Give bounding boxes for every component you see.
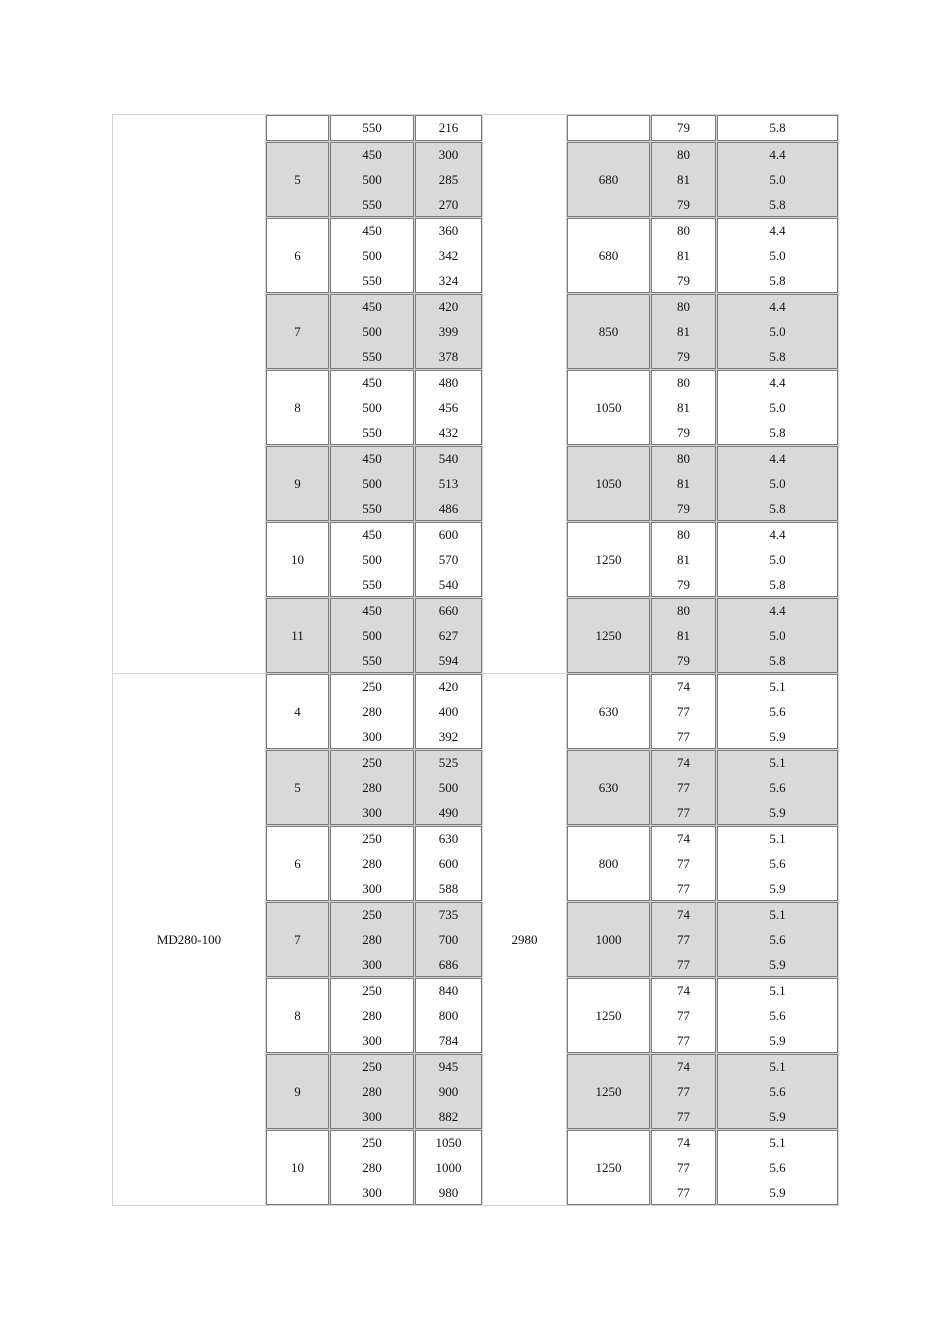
flow-cell-value: 250: [362, 831, 382, 846]
head-cell: [415, 750, 483, 826]
efficiency-cell-value: 79: [677, 653, 690, 668]
head-cell: [415, 826, 483, 902]
head-cell-value: 594: [438, 653, 459, 668]
flow-cell-value: 250: [362, 755, 382, 770]
npsh-cell-value: 5.8: [769, 349, 786, 364]
head-cell-value: 400: [438, 704, 459, 719]
model-cell: [113, 115, 266, 674]
head-cell-value: 784: [438, 1033, 459, 1048]
npsh-cell-value: 5.1: [769, 755, 786, 770]
npsh-cell: [717, 370, 839, 446]
npsh-cell-value: 5.1: [769, 679, 786, 694]
table-row: [113, 115, 839, 142]
efficiency-cell-value: 77: [677, 1160, 690, 1175]
flow-cell: [330, 294, 415, 370]
npsh-cell-value: 5.8: [769, 197, 786, 212]
head-cell-value: 1000: [435, 1160, 462, 1175]
efficiency-cell-value: 79: [677, 197, 690, 212]
efficiency-cell: [651, 522, 717, 598]
npsh-cell-value: 4.4: [769, 375, 786, 390]
flow-cell-value: 280: [362, 932, 382, 947]
flow-cell-value: 550: [362, 501, 382, 516]
flow-cell-value: 300: [362, 1109, 382, 1124]
efficiency-cell-value: 81: [677, 628, 690, 643]
npsh-cell-value: 5.6: [769, 704, 786, 719]
flow-cell: [330, 115, 415, 142]
efficiency-cell-value: 81: [677, 172, 690, 187]
efficiency-cell-value: 81: [677, 400, 690, 415]
flow-cell-value: 280: [362, 856, 382, 871]
stage-cell: 8: [266, 370, 330, 446]
npsh-cell: [717, 522, 839, 598]
flow-cell: [330, 826, 415, 902]
head-cell: [415, 115, 483, 142]
efficiency-cell-value: 74: [677, 1059, 690, 1074]
head-cell-value: 360: [438, 223, 459, 238]
head-cell: [415, 598, 483, 674]
flow-cell-value: 450: [362, 451, 382, 466]
efficiency-cell-value: 81: [677, 248, 690, 263]
npsh-cell-value: 4.4: [769, 147, 786, 162]
efficiency-cell: [651, 674, 717, 750]
npsh-cell-value: 4.4: [769, 527, 786, 542]
flow-cell: [330, 674, 415, 750]
npsh-cell: [717, 1054, 839, 1130]
head-cell-value: 216: [438, 120, 459, 135]
flow-cell-value: 300: [362, 881, 382, 896]
head-cell-value: 500: [438, 780, 459, 795]
head-cell-value: 540: [438, 577, 459, 592]
flow-cell: [330, 978, 415, 1054]
power-cell: 1050: [567, 370, 651, 446]
flow-cell-value: 450: [362, 299, 382, 314]
efficiency-cell: [651, 1130, 717, 1206]
npsh-cell-value: 5.9: [769, 1185, 786, 1200]
speed-cell: 2980: [483, 674, 567, 1206]
power-cell: 1250: [567, 1130, 651, 1206]
npsh-cell: [717, 674, 839, 750]
efficiency-cell: [651, 294, 717, 370]
stage-cell: 9: [266, 1054, 330, 1130]
flow-cell-value: 550: [362, 653, 382, 668]
npsh-cell-value: 5.9: [769, 805, 786, 820]
head-cell-value: 945: [438, 1059, 459, 1074]
efficiency-cell-value: 74: [677, 831, 690, 846]
flow-cell: [330, 522, 415, 598]
efficiency-cell-value: 81: [677, 476, 690, 491]
flow-cell-value: 250: [362, 679, 382, 694]
head-cell-value: 399: [438, 324, 459, 339]
head-cell-value: 324: [438, 273, 459, 288]
stage-cell: 5: [266, 750, 330, 826]
efficiency-cell-value: 77: [677, 704, 690, 719]
flow-cell-value: 450: [362, 223, 382, 238]
model-cell: MD280-100: [113, 674, 266, 1206]
efficiency-cell-value: 77: [677, 1084, 690, 1099]
efficiency-cell-value: 79: [677, 120, 690, 135]
npsh-cell-value: 5.6: [769, 1008, 786, 1023]
power-cell: 800: [567, 826, 651, 902]
npsh-cell-value: 5.0: [769, 628, 786, 643]
efficiency-cell-value: 77: [677, 1033, 690, 1048]
head-cell-value: 980: [438, 1185, 459, 1200]
npsh-cell: [717, 750, 839, 826]
head-cell-value: 285: [438, 172, 459, 187]
npsh-cell-value: 5.8: [769, 120, 786, 135]
power-cell: 630: [567, 674, 651, 750]
head-cell-value: 627: [438, 628, 459, 643]
npsh-cell: [717, 902, 839, 978]
flow-cell-value: 450: [362, 147, 382, 162]
npsh-cell-value: 5.0: [769, 476, 786, 491]
flow-cell-value: 280: [362, 1160, 382, 1175]
efficiency-cell-value: 77: [677, 932, 690, 947]
npsh-cell-value: 5.6: [769, 856, 786, 871]
flow-cell-value: 550: [362, 425, 382, 440]
flow-cell-value: 450: [362, 527, 382, 542]
stage-cell: 8: [266, 978, 330, 1054]
npsh-cell: [717, 826, 839, 902]
npsh-cell-value: 4.4: [769, 223, 786, 238]
flow-cell-value: 500: [362, 172, 382, 187]
npsh-cell-value: 5.9: [769, 729, 786, 744]
efficiency-cell-value: 74: [677, 679, 690, 694]
npsh-cell-value: 5.1: [769, 907, 786, 922]
efficiency-cell-value: 74: [677, 907, 690, 922]
head-cell-value: 882: [438, 1109, 459, 1124]
head-cell-value: 686: [438, 957, 459, 972]
efficiency-cell-value: 77: [677, 1109, 690, 1124]
npsh-cell-value: 4.4: [769, 603, 786, 618]
npsh-cell-value: 5.9: [769, 1109, 786, 1124]
flow-cell-value: 450: [362, 375, 382, 390]
flow-cell-value: 500: [362, 248, 382, 263]
head-cell-value: 735: [438, 907, 459, 922]
flow-cell: [330, 142, 415, 218]
head-cell-value: 570: [438, 552, 459, 567]
power-cell: 680: [567, 218, 651, 294]
head-cell-value: 800: [438, 1008, 459, 1023]
flow-cell-value: 280: [362, 1008, 382, 1023]
stage-cell: 4: [266, 674, 330, 750]
efficiency-cell-value: 77: [677, 957, 690, 972]
npsh-cell-value: 5.9: [769, 881, 786, 896]
stage-cell: 7: [266, 902, 330, 978]
stage-cell: [266, 115, 330, 142]
npsh-cell-value: 5.6: [769, 780, 786, 795]
power-cell: 680: [567, 142, 651, 218]
flow-cell: [330, 902, 415, 978]
npsh-cell-value: 5.0: [769, 400, 786, 415]
efficiency-cell-value: 77: [677, 729, 690, 744]
npsh-cell: [717, 218, 839, 294]
npsh-cell-value: 5.0: [769, 248, 786, 263]
head-cell-value: 420: [438, 679, 459, 694]
head-cell-value: 700: [438, 932, 459, 947]
flow-cell-value: 500: [362, 324, 382, 339]
stage-cell: 10: [266, 1130, 330, 1206]
head-cell-value: 378: [438, 349, 459, 364]
npsh-cell-value: 5.0: [769, 324, 786, 339]
flow-cell: [330, 446, 415, 522]
efficiency-cell-value: 80: [677, 147, 690, 162]
head-cell: [415, 370, 483, 446]
efficiency-cell-value: 74: [677, 755, 690, 770]
npsh-cell-value: 5.1: [769, 983, 786, 998]
efficiency-cell: [651, 446, 717, 522]
efficiency-cell-value: 80: [677, 603, 690, 618]
head-cell: [415, 978, 483, 1054]
flow-cell-value: 250: [362, 1135, 382, 1150]
npsh-cell: [717, 115, 839, 142]
flow-cell-value: 550: [362, 577, 382, 592]
flow-cell: [330, 750, 415, 826]
efficiency-cell-value: 77: [677, 881, 690, 896]
head-cell-value: 392: [438, 729, 459, 744]
head-cell-value: 540: [438, 451, 459, 466]
flow-cell: [330, 1130, 415, 1206]
efficiency-cell: [651, 370, 717, 446]
head-cell-value: 840: [438, 983, 459, 998]
npsh-cell: [717, 294, 839, 370]
head-cell: [415, 1054, 483, 1130]
npsh-cell-value: 5.0: [769, 172, 786, 187]
efficiency-cell-value: 79: [677, 501, 690, 516]
npsh-cell-value: 5.6: [769, 932, 786, 947]
efficiency-cell: [651, 218, 717, 294]
efficiency-cell-value: 80: [677, 375, 690, 390]
power-cell: 850: [567, 294, 651, 370]
head-cell-value: 630: [438, 831, 459, 846]
flow-cell: [330, 1054, 415, 1130]
head-cell-value: 342: [438, 248, 459, 263]
npsh-cell-value: 5.8: [769, 577, 786, 592]
flow-cell-value: 450: [362, 603, 382, 618]
head-cell: [415, 902, 483, 978]
head-cell-value: 420: [438, 299, 459, 314]
speed-cell: [483, 115, 567, 674]
flow-cell-value: 250: [362, 907, 382, 922]
flow-cell-value: 280: [362, 704, 382, 719]
head-cell: [415, 674, 483, 750]
stage-cell: 5: [266, 142, 330, 218]
stage-cell: 10: [266, 522, 330, 598]
npsh-cell-value: 5.9: [769, 957, 786, 972]
head-cell-value: 600: [438, 527, 459, 542]
power-cell: 1250: [567, 522, 651, 598]
efficiency-cell-value: 74: [677, 983, 690, 998]
stage-cell: 6: [266, 826, 330, 902]
npsh-cell-value: 5.6: [769, 1160, 786, 1175]
head-cell: [415, 1130, 483, 1206]
flow-cell-value: 250: [362, 983, 382, 998]
stage-cell: 6: [266, 218, 330, 294]
npsh-cell-value: 4.4: [769, 299, 786, 314]
head-cell: [415, 142, 483, 218]
npsh-cell: [717, 1130, 839, 1206]
flow-cell-value: 280: [362, 1084, 382, 1099]
head-cell-value: 900: [438, 1084, 459, 1099]
stage-cell: 11: [266, 598, 330, 674]
stage-cell: 7: [266, 294, 330, 370]
efficiency-cell: [651, 1054, 717, 1130]
efficiency-cell: [651, 598, 717, 674]
flow-cell-value: 500: [362, 400, 382, 415]
efficiency-cell: [651, 142, 717, 218]
table-body: [113, 115, 839, 1206]
efficiency-cell-value: 77: [677, 780, 690, 795]
efficiency-cell-value: 77: [677, 856, 690, 871]
npsh-cell-value: 5.1: [769, 1059, 786, 1074]
head-cell-value: 490: [438, 805, 459, 820]
head-cell-value: 480: [438, 375, 459, 390]
head-cell-value: 456: [438, 400, 459, 415]
flow-cell-value: 300: [362, 957, 382, 972]
efficiency-cell: [651, 115, 717, 142]
flow-cell-value: 550: [362, 120, 382, 135]
flow-cell-value: 300: [362, 805, 382, 820]
head-cell-value: 660: [438, 603, 459, 618]
flow-cell-value: 300: [362, 1185, 382, 1200]
flow-cell-value: 500: [362, 476, 382, 491]
table-row: [113, 674, 839, 750]
efficiency-cell-value: 77: [677, 1185, 690, 1200]
npsh-cell-value: 5.8: [769, 273, 786, 288]
head-cell-value: 1050: [435, 1135, 462, 1150]
npsh-cell-value: 5.8: [769, 653, 786, 668]
head-cell-value: 525: [438, 755, 459, 770]
power-cell: 1250: [567, 978, 651, 1054]
efficiency-cell-value: 80: [677, 527, 690, 542]
efficiency-cell-value: 77: [677, 1008, 690, 1023]
npsh-cell-value: 5.8: [769, 425, 786, 440]
power-cell: 630: [567, 750, 651, 826]
npsh-cell-value: 5.6: [769, 1084, 786, 1099]
power-cell: 1050: [567, 446, 651, 522]
head-cell: [415, 522, 483, 598]
efficiency-cell-value: 74: [677, 1135, 690, 1150]
efficiency-cell-value: 81: [677, 324, 690, 339]
npsh-cell-value: 5.0: [769, 552, 786, 567]
head-cell-value: 270: [438, 197, 459, 212]
head-cell-value: 486: [438, 501, 459, 516]
head-cell: [415, 446, 483, 522]
npsh-cell-value: 5.1: [769, 831, 786, 846]
flow-cell: [330, 370, 415, 446]
flow-cell-value: 280: [362, 780, 382, 795]
npsh-cell: [717, 446, 839, 522]
flow-cell-value: 500: [362, 552, 382, 567]
power-cell: 1000: [567, 902, 651, 978]
efficiency-cell-value: 79: [677, 577, 690, 592]
efficiency-cell: [651, 750, 717, 826]
npsh-cell-value: 4.4: [769, 451, 786, 466]
flow-cell-value: 550: [362, 197, 382, 212]
head-cell-value: 300: [438, 147, 459, 162]
efficiency-cell-value: 81: [677, 552, 690, 567]
power-cell: 1250: [567, 598, 651, 674]
npsh-cell-value: 5.8: [769, 501, 786, 516]
npsh-cell-value: 5.1: [769, 1135, 786, 1150]
npsh-cell: [717, 142, 839, 218]
flow-cell-value: 550: [362, 349, 382, 364]
efficiency-cell-value: 80: [677, 451, 690, 466]
efficiency-cell-value: 79: [677, 273, 690, 288]
efficiency-cell: [651, 826, 717, 902]
efficiency-cell-value: 79: [677, 425, 690, 440]
npsh-cell: [717, 978, 839, 1054]
head-cell-value: 588: [438, 881, 459, 896]
flow-cell-value: 300: [362, 729, 382, 744]
efficiency-cell-value: 77: [677, 805, 690, 820]
efficiency-cell: [651, 978, 717, 1054]
flow-cell-value: 300: [362, 1033, 382, 1048]
efficiency-cell-value: 80: [677, 299, 690, 314]
flow-cell: [330, 598, 415, 674]
power-cell: [567, 115, 651, 142]
head-cell-value: 600: [438, 856, 459, 871]
flow-cell-value: 550: [362, 273, 382, 288]
power-cell: 1250: [567, 1054, 651, 1130]
npsh-cell-value: 5.9: [769, 1033, 786, 1048]
stage-cell: 9: [266, 446, 330, 522]
head-cell-value: 432: [438, 425, 459, 440]
flow-cell-value: 500: [362, 628, 382, 643]
pump-performance-table: [112, 114, 839, 1206]
flow-cell-value: 250: [362, 1059, 382, 1074]
efficiency-cell: [651, 902, 717, 978]
flow-cell: [330, 218, 415, 294]
npsh-cell: [717, 598, 839, 674]
head-cell: [415, 294, 483, 370]
efficiency-cell-value: 79: [677, 349, 690, 364]
efficiency-cell-value: 80: [677, 223, 690, 238]
head-cell-value: 513: [438, 476, 459, 491]
head-cell: [415, 218, 483, 294]
